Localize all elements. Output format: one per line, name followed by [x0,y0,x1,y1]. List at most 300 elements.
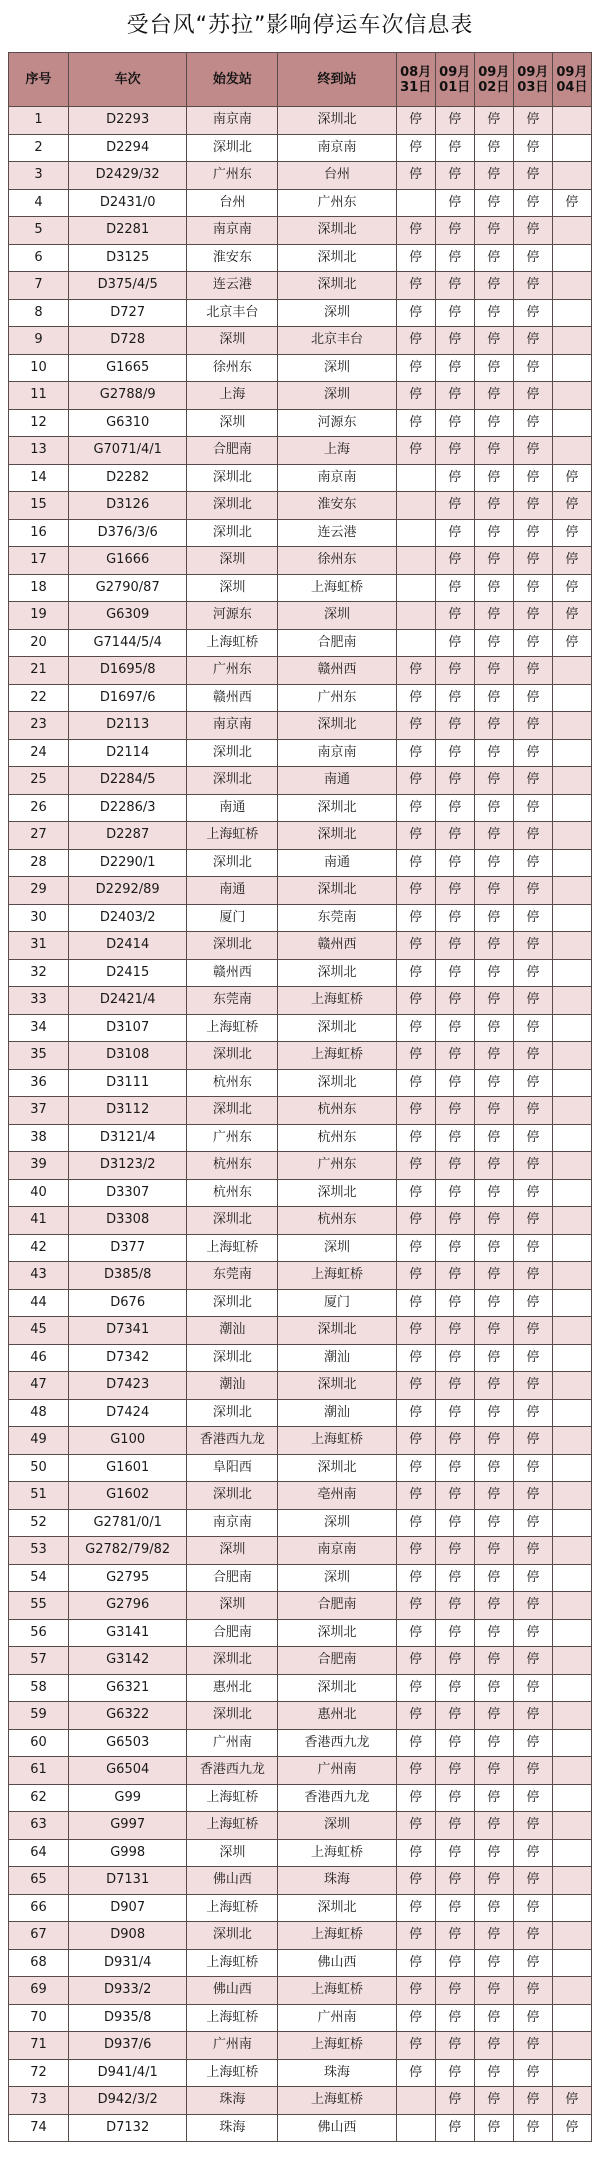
row-number-cell: 37 [9,1097,69,1125]
table-row [9,1867,592,1895]
table-row [9,904,592,932]
train-number-cell: D937/6 [69,2032,187,2060]
train-number-cell: G6310 [69,409,187,437]
train-number-cell: D385/8 [69,1262,187,1290]
suspension-status-cell: 停 [474,134,513,162]
suspension-status-cell: 停 [396,1867,435,1895]
row-number-cell: 73 [9,2087,69,2115]
table-row [9,464,592,492]
suspension-status-cell: 停 [552,574,591,602]
suspension-status-cell: 停 [435,1207,474,1235]
table-row [9,1922,592,1950]
suspension-status-cell: 停 [474,1922,513,1950]
train-number-cell: G2790/87 [69,574,187,602]
suspension-status-cell: 停 [396,1922,435,1950]
suspension-status-cell: 停 [513,1482,552,1510]
suspension-status-cell: 停 [435,1619,474,1647]
row-number-cell: 19 [9,602,69,630]
train-number-cell: G7071/4/1 [69,437,187,465]
table-row [9,519,592,547]
suspension-status-cell: 停 [435,244,474,272]
suspension-status-cell: 停 [513,1729,552,1757]
suspension-status-cell: 停 [513,1702,552,1730]
suspension-status-cell: 停 [474,354,513,382]
suspension-status-cell [552,1509,591,1537]
departure-station-cell: 北京丰台 [187,299,278,327]
table-row [9,1757,592,1785]
arrival-station-cell: 广州南 [278,2004,396,2032]
arrival-station-cell: 南京南 [278,739,396,767]
suspension-status-cell: 停 [396,1014,435,1042]
arrival-station-cell: 深圳北 [278,1674,396,1702]
row-number-cell: 44 [9,1289,69,1317]
suspension-status-cell: 停 [474,1812,513,1840]
suspension-status-cell: 停 [396,932,435,960]
suspension-status-cell [552,1427,591,1455]
suspension-status-cell: 停 [552,547,591,575]
suspension-status-cell: 停 [435,327,474,355]
train-number-cell: D942/3/2 [69,2087,187,2115]
arrival-station-cell: 南通 [278,767,396,795]
suspension-status-cell: 停 [396,1427,435,1455]
train-number-cell: D2114 [69,739,187,767]
suspension-status-cell [552,794,591,822]
suspension-status-cell: 停 [474,299,513,327]
suspension-status-cell [552,1839,591,1867]
row-number-cell: 70 [9,2004,69,2032]
suspension-status-cell: 停 [474,904,513,932]
table-row [9,1069,592,1097]
suspension-status-cell: 停 [474,1977,513,2005]
table-row [9,437,592,465]
train-number-cell: D728 [69,327,187,355]
departure-station-cell: 南京南 [187,1509,278,1537]
suspension-status-cell: 停 [474,1454,513,1482]
suspension-status-cell [552,1454,591,1482]
row-number-cell: 21 [9,657,69,685]
suspension-status-cell: 停 [435,1262,474,1290]
table-row [9,1234,592,1262]
arrival-station-cell: 上海虹桥 [278,987,396,1015]
arrival-station-cell: 深圳 [278,1564,396,1592]
suspension-status-cell: 停 [396,1949,435,1977]
suspension-status-cell: 停 [513,217,552,245]
arrival-station-cell: 深圳北 [278,1069,396,1097]
suspension-status-cell: 停 [396,354,435,382]
suspension-status-cell: 停 [474,1427,513,1455]
suspension-status-cell: 停 [513,327,552,355]
suspension-status-cell: 停 [474,574,513,602]
suspension-status-cell [552,684,591,712]
suspension-status-cell: 停 [396,1207,435,1235]
suspension-status-cell: 停 [513,1592,552,1620]
suspended-trains-table [8,52,592,2142]
suspension-status-cell [552,1097,591,1125]
arrival-station-cell: 南京南 [278,464,396,492]
train-number-cell: D2281 [69,217,187,245]
suspension-status-cell: 停 [435,162,474,190]
arrival-station-cell: 深圳北 [278,244,396,272]
suspension-status-cell [552,1674,591,1702]
suspension-status-cell: 停 [474,739,513,767]
suspension-status-cell: 停 [396,1152,435,1180]
arrival-station-cell: 南京南 [278,134,396,162]
suspension-status-cell: 停 [396,2032,435,2060]
suspension-status-cell: 停 [513,1894,552,1922]
suspension-status-cell: 停 [435,932,474,960]
suspension-status-cell: 停 [396,849,435,877]
departure-station-cell: 赣州西 [187,959,278,987]
arrival-station-cell: 香港西九龙 [278,1784,396,1812]
suspension-status-cell: 停 [435,492,474,520]
suspension-status-cell: 停 [513,657,552,685]
arrival-station-cell: 南京南 [278,1537,396,1565]
suspension-status-cell: 停 [396,272,435,300]
row-number-cell: 32 [9,959,69,987]
suspension-status-cell: 停 [513,1262,552,1290]
train-number-cell: D676 [69,1289,187,1317]
row-number-cell: 17 [9,547,69,575]
arrival-station-cell: 上海虹桥 [278,2032,396,2060]
train-number-cell: D2282 [69,464,187,492]
row-number-cell: 10 [9,354,69,382]
departure-station-cell: 南京南 [187,712,278,740]
table-row [9,1784,592,1812]
table-row [9,629,592,657]
suspension-status-cell [552,849,591,877]
suspension-status-cell: 停 [435,1867,474,1895]
column-header-from: 始发站 [187,53,278,107]
suspension-status-cell: 停 [435,1949,474,1977]
suspension-status-cell: 停 [474,1042,513,1070]
suspension-status-cell: 停 [513,1124,552,1152]
suspension-status-cell [552,217,591,245]
suspension-status-cell: 停 [474,327,513,355]
train-number-cell: D3123/2 [69,1152,187,1180]
suspension-status-cell: 停 [513,904,552,932]
suspension-status-cell: 停 [435,1702,474,1730]
suspension-status-cell [552,354,591,382]
suspension-status-cell: 停 [474,464,513,492]
train-number-cell: G1602 [69,1482,187,1510]
departure-station-cell: 深圳 [187,1592,278,1620]
row-number-cell: 65 [9,1867,69,1895]
suspension-status-cell: 停 [513,464,552,492]
train-number-cell: D3108 [69,1042,187,1070]
row-number-cell: 23 [9,712,69,740]
suspension-status-cell: 停 [435,1812,474,1840]
departure-station-cell: 珠海 [187,2114,278,2142]
suspension-status-cell: 停 [396,1757,435,1785]
suspension-status-cell: 停 [474,1729,513,1757]
suspension-status-cell: 停 [396,244,435,272]
suspension-status-cell: 停 [396,1537,435,1565]
suspension-status-cell [552,1977,591,2005]
row-number-cell: 15 [9,492,69,520]
suspension-status-cell [552,1922,591,1950]
suspension-status-cell: 停 [435,959,474,987]
suspension-status-cell: 停 [474,1784,513,1812]
suspension-status-cell: 停 [474,1674,513,1702]
date-month: 09月 [439,64,471,80]
row-number-cell: 49 [9,1427,69,1455]
row-number-cell: 61 [9,1757,69,1785]
row-number-cell: 30 [9,904,69,932]
departure-station-cell: 上海 [187,382,278,410]
suspension-status-cell: 停 [513,1922,552,1950]
suspension-status-cell [552,932,591,960]
departure-station-cell: 上海虹桥 [187,2059,278,2087]
suspension-status-cell: 停 [513,382,552,410]
suspension-status-cell: 停 [474,1867,513,1895]
suspension-status-cell [552,959,591,987]
suspension-status-cell: 停 [396,1592,435,1620]
suspension-status-cell: 停 [474,107,513,135]
suspension-status-cell: 停 [396,712,435,740]
train-number-cell: G6504 [69,1757,187,1785]
departure-station-cell: 广州南 [187,2032,278,2060]
departure-station-cell: 深圳 [187,409,278,437]
train-number-cell: D2421/4 [69,987,187,1015]
suspension-status-cell: 停 [513,134,552,162]
row-number-cell: 5 [9,217,69,245]
departure-station-cell: 深圳北 [187,1207,278,1235]
arrival-station-cell: 台州 [278,162,396,190]
departure-station-cell: 佛山西 [187,1977,278,2005]
suspension-status-cell: 停 [435,1894,474,1922]
arrival-station-cell: 深圳北 [278,1894,396,1922]
table-row [9,1949,592,1977]
suspension-status-cell: 停 [396,657,435,685]
table-row [9,1097,592,1125]
suspension-status-cell: 停 [435,354,474,382]
departure-station-cell: 深圳 [187,574,278,602]
row-number-cell: 67 [9,1922,69,1950]
suspension-status-cell: 停 [396,1839,435,1867]
suspension-status-cell: 停 [435,1124,474,1152]
table-row [9,1977,592,2005]
arrival-station-cell: 深圳北 [278,1372,396,1400]
table-row [9,327,592,355]
train-number-cell: D3107 [69,1014,187,1042]
suspension-status-cell: 停 [435,987,474,1015]
arrival-station-cell: 深圳北 [278,794,396,822]
suspension-status-cell: 停 [435,739,474,767]
arrival-station-cell: 深圳北 [278,1317,396,1345]
suspension-status-cell: 停 [474,1619,513,1647]
suspension-status-cell [552,1344,591,1372]
departure-station-cell: 深圳北 [187,1097,278,1125]
train-number-cell: D933/2 [69,1977,187,2005]
arrival-station-cell: 东莞南 [278,904,396,932]
departure-station-cell: 深圳北 [187,739,278,767]
suspension-status-cell [552,107,591,135]
row-number-cell: 20 [9,629,69,657]
suspension-status-cell: 停 [552,492,591,520]
suspension-status-cell: 停 [396,1619,435,1647]
table-row [9,574,592,602]
train-number-cell: D941/4/1 [69,2059,187,2087]
row-number-cell: 46 [9,1344,69,1372]
table-row [9,1014,592,1042]
train-number-cell: D907 [69,1894,187,1922]
suspension-status-cell: 停 [435,134,474,162]
train-number-cell: D3111 [69,1069,187,1097]
row-number-cell: 11 [9,382,69,410]
suspension-status-cell: 停 [513,1372,552,1400]
suspension-status-cell: 停 [513,1949,552,1977]
suspension-status-cell: 停 [396,1977,435,2005]
suspension-status-cell: 停 [396,877,435,905]
suspension-status-cell: 停 [513,1097,552,1125]
train-number-cell: G6321 [69,1674,187,1702]
suspension-status-cell: 停 [396,1042,435,1070]
row-number-cell: 16 [9,519,69,547]
suspension-status-cell: 停 [513,1564,552,1592]
departure-station-cell: 南通 [187,877,278,905]
arrival-station-cell: 上海虹桥 [278,2087,396,2115]
suspension-status-cell: 停 [435,1427,474,1455]
departure-station-cell: 深圳北 [187,1702,278,1730]
table-row [9,2004,592,2032]
suspension-status-cell: 停 [435,904,474,932]
suspension-status-cell: 停 [396,1344,435,1372]
suspension-status-cell: 停 [435,189,474,217]
train-number-cell: D7423 [69,1372,187,1400]
departure-station-cell: 厦门 [187,904,278,932]
table-row [9,987,592,1015]
suspension-status-cell: 停 [474,2114,513,2142]
table-row [9,1399,592,1427]
departure-station-cell: 上海虹桥 [187,1949,278,1977]
suspension-status-cell: 停 [474,2059,513,2087]
table-row [9,547,592,575]
suspension-status-cell: 停 [552,2087,591,2115]
suspension-status-cell: 停 [474,849,513,877]
train-number-cell: G1666 [69,547,187,575]
departure-station-cell: 潮汕 [187,1372,278,1400]
date-month: 09月 [517,64,549,80]
suspension-status-cell: 停 [435,1784,474,1812]
suspension-status-cell: 停 [513,299,552,327]
suspension-status-cell [396,492,435,520]
suspension-status-cell: 停 [474,1894,513,1922]
suspension-status-cell: 停 [513,2087,552,2115]
table-row [9,1482,592,1510]
suspension-status-cell: 停 [435,574,474,602]
suspension-status-cell: 停 [474,1399,513,1427]
arrival-station-cell: 合肥南 [278,1647,396,1675]
suspension-status-cell: 停 [513,629,552,657]
suspension-status-cell: 停 [513,849,552,877]
arrival-station-cell: 上海虹桥 [278,1839,396,1867]
train-number-cell: D935/8 [69,2004,187,2032]
suspension-status-cell: 停 [474,189,513,217]
table-row [9,1894,592,1922]
arrival-station-cell: 徐州东 [278,547,396,575]
suspension-status-cell: 停 [396,1454,435,1482]
suspension-status-cell: 停 [474,1372,513,1400]
table-row [9,1647,592,1675]
suspension-status-cell: 停 [396,739,435,767]
suspension-status-cell: 停 [474,1207,513,1235]
suspension-status-cell: 停 [474,932,513,960]
row-number-cell: 3 [9,162,69,190]
row-number-cell: 13 [9,437,69,465]
table-row [9,272,592,300]
header-row [9,53,592,107]
train-number-cell: D7341 [69,1317,187,1345]
row-number-cell: 34 [9,1014,69,1042]
table-row [9,107,592,135]
suspension-status-cell: 停 [513,1784,552,1812]
arrival-station-cell: 潮汕 [278,1344,396,1372]
suspension-status-cell [552,904,591,932]
departure-station-cell: 广州南 [187,1729,278,1757]
departure-station-cell: 广州东 [187,1124,278,1152]
suspension-status-cell [552,1784,591,1812]
suspension-status-cell [552,1729,591,1757]
departure-station-cell: 深圳北 [187,1399,278,1427]
row-number-cell: 28 [9,849,69,877]
suspension-status-cell: 停 [396,1289,435,1317]
suspension-status-cell: 停 [435,464,474,492]
suspension-status-cell: 停 [513,684,552,712]
departure-station-cell: 珠海 [187,2087,278,2115]
row-number-cell: 51 [9,1482,69,1510]
suspension-status-cell: 停 [513,1977,552,2005]
column-header-train: 车次 [69,53,187,107]
suspension-status-cell: 停 [435,1977,474,2005]
suspension-status-cell [552,409,591,437]
suspension-status-cell: 停 [474,684,513,712]
suspension-status-cell: 停 [513,2059,552,2087]
departure-station-cell: 深圳北 [187,1344,278,1372]
row-number-cell: 14 [9,464,69,492]
suspension-status-cell: 停 [552,2114,591,2142]
suspension-status-cell: 停 [396,1564,435,1592]
row-number-cell: 6 [9,244,69,272]
suspension-status-cell: 停 [396,1179,435,1207]
train-number-cell: D3308 [69,1207,187,1235]
suspension-status-cell: 停 [396,1482,435,1510]
suspension-status-cell [552,1619,591,1647]
train-number-cell: G1665 [69,354,187,382]
suspension-status-cell: 停 [474,547,513,575]
departure-station-cell: 台州 [187,189,278,217]
column-header-date [513,53,552,107]
suspension-status-cell: 停 [513,987,552,1015]
suspension-status-cell: 停 [513,932,552,960]
suspension-status-cell: 停 [396,822,435,850]
row-number-cell: 71 [9,2032,69,2060]
departure-station-cell: 上海虹桥 [187,1784,278,1812]
suspension-status-cell: 停 [513,437,552,465]
train-number-cell: D2290/1 [69,849,187,877]
arrival-station-cell: 上海虹桥 [278,1262,396,1290]
suspension-status-cell: 停 [435,1482,474,1510]
suspension-status-cell: 停 [513,107,552,135]
arrival-station-cell: 深圳北 [278,1014,396,1042]
row-number-cell: 33 [9,987,69,1015]
suspension-status-cell: 停 [435,1069,474,1097]
suspension-status-cell: 停 [396,409,435,437]
train-number-cell: D376/3/6 [69,519,187,547]
train-number-cell: D7131 [69,1867,187,1895]
arrival-station-cell: 杭州东 [278,1124,396,1152]
table-row [9,767,592,795]
suspension-status-cell: 停 [435,1674,474,1702]
